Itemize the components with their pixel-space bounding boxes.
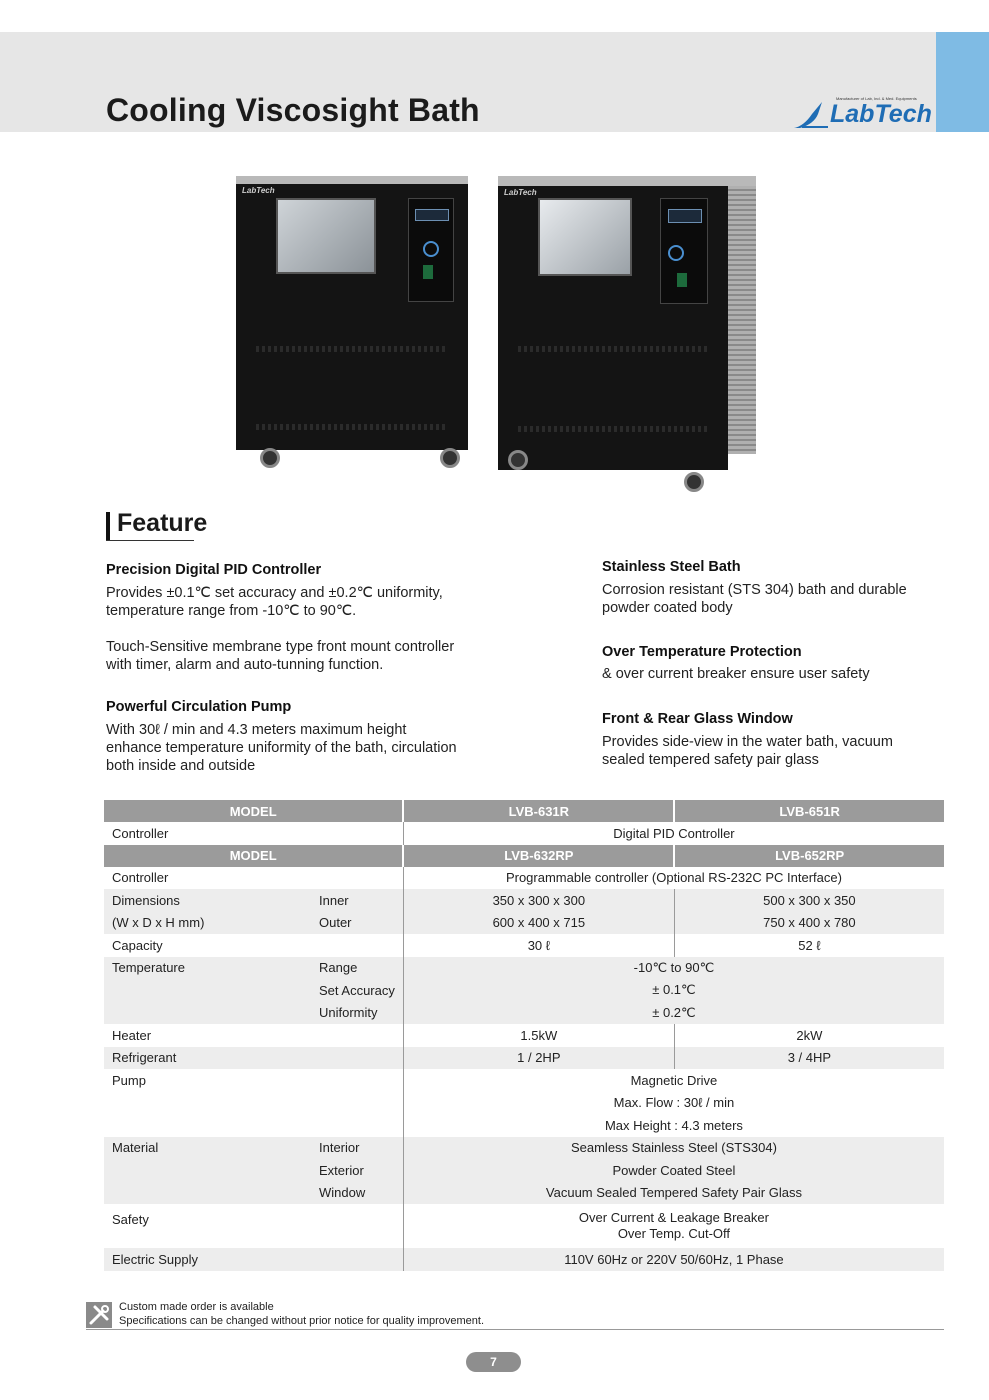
table-row <box>104 1069 944 1092</box>
row-label: Heater <box>104 1024 311 1047</box>
table-row <box>104 1182 944 1205</box>
row-sublabel: Range <box>311 957 403 980</box>
row-sublabel: Set Accuracy <box>311 979 403 1002</box>
table-row <box>104 1002 944 1025</box>
row-label: Controller <box>104 867 311 890</box>
row-value: Vacuum Sealed Tempered Safety Pair Glass <box>403 1182 944 1205</box>
power-switch-icon <box>677 273 687 287</box>
row-label: Material <box>104 1137 311 1160</box>
row-value: ± 0.2℃ <box>403 1002 944 1025</box>
caster-wheel-icon <box>508 450 528 470</box>
display-readout <box>415 209 449 221</box>
row-sublabel: Inner <box>311 889 403 912</box>
top-margin <box>0 0 989 32</box>
feature-text-steel: Corrosion resistant (STS 304) bath and durable powder coated body <box>602 582 907 616</box>
vent-grille <box>256 424 446 430</box>
row-value: Over Current & Leakage Breaker Over Temp. Cut-Off <box>403 1204 944 1248</box>
unit-top-panel <box>236 176 468 184</box>
row-value-b: 750 x 400 x 780 <box>674 912 944 935</box>
feature-heading-bar <box>106 512 110 540</box>
vent-grille <box>518 426 708 432</box>
header-model-b: LVB-652RP <box>674 845 944 867</box>
header-model-b: LVB-651R <box>674 800 944 822</box>
feature-title-steel: Stainless Steel Bath <box>602 559 741 575</box>
row-label: Controller <box>104 822 311 845</box>
spec-table <box>104 800 944 1271</box>
vent-grille <box>518 346 708 352</box>
row-value-b: 52 ℓ <box>674 934 944 957</box>
footer-divider <box>86 1329 944 1330</box>
feature-title-pump: Powerful Circulation Pump <box>106 699 292 715</box>
row-sublabel: Interior <box>311 1137 403 1160</box>
feature-title-overtemp: Over Temperature Protection <box>602 644 802 660</box>
row-value: ± 0.1℃ <box>403 979 944 1002</box>
caster-wheel-icon <box>684 472 704 492</box>
feature-text-pump: With 30ℓ / min and 4.3 meters maximum height enhance temperature uniformity of the bath, circulation both inside and outside <box>106 722 457 774</box>
row-value-b: 2kW <box>674 1024 944 1047</box>
control-panel <box>660 198 708 304</box>
header-model-label: MODEL <box>104 845 403 867</box>
feature-title-pid: Precision Digital PID Controller <box>106 562 322 578</box>
table-row <box>104 1137 944 1160</box>
table-header-row <box>104 845 944 867</box>
product-image-lvb-front <box>236 176 468 472</box>
row-value-a: 30 ℓ <box>403 934 674 957</box>
footer-note: Specifications can be changed without prior notice for quality improvement. <box>119 1315 485 1327</box>
front-glass-window <box>276 198 376 274</box>
row-value: Programmable controller (Optional RS-232C PC Interface) <box>403 867 944 890</box>
footer-note: Custom made order is available <box>119 1301 274 1313</box>
row-sublabel: Exterior <box>311 1159 403 1182</box>
page-number: 7 <box>466 1352 521 1372</box>
product-image-lvb-angle <box>498 176 758 494</box>
vent-grille <box>256 346 446 352</box>
control-panel <box>408 198 454 302</box>
display-readout <box>668 209 702 223</box>
control-knob-icon <box>423 241 439 257</box>
unit-brand-label: LabTech <box>504 188 537 197</box>
tools-icon <box>86 1302 112 1328</box>
feature-title-glass: Front & Rear Glass Window <box>602 711 793 727</box>
row-label: Dimensions <box>104 889 311 912</box>
row-value: Max. Flow : 30ℓ / min <box>403 1092 944 1115</box>
row-label: Safety <box>104 1204 311 1248</box>
row-label: Temperature <box>104 957 311 980</box>
row-value-b: 500 x 300 x 350 <box>674 889 944 912</box>
row-value: 110V 60Hz or 220V 50/60Hz, 1 Phase <box>403 1248 944 1271</box>
table-row <box>104 1047 944 1070</box>
feature-text-pid: Provides ±0.1℃ set accuracy and ±0.2℃ uniformity, temperature range from -10℃ to 90℃. <box>106 585 443 619</box>
table-row <box>104 934 944 957</box>
feature-text-touch: Touch-Sensitive membrane type front mount controller with timer, alarm and auto-tunning function. <box>106 639 455 673</box>
row-value-b: 3 / 4HP <box>674 1047 944 1070</box>
table-row <box>104 822 944 845</box>
row-value-a: 350 x 300 x 300 <box>403 889 674 912</box>
feature-heading-rule <box>106 540 194 541</box>
row-value: -10℃ to 90℃ <box>403 957 944 980</box>
feature-heading: Feature <box>117 509 208 537</box>
table-row <box>104 1248 944 1271</box>
table-row <box>104 1092 944 1115</box>
row-label: Pump <box>104 1069 311 1092</box>
table-row <box>104 889 944 912</box>
table-row <box>104 957 944 980</box>
caster-wheel-icon <box>440 448 460 468</box>
row-sublabel: Uniformity <box>311 1002 403 1025</box>
logo-swoosh-icon <box>792 100 832 130</box>
front-glass-window <box>538 198 632 276</box>
row-value-a: 1 / 2HP <box>403 1047 674 1070</box>
table-row <box>104 979 944 1002</box>
logo-text: LabTech <box>830 100 932 128</box>
row-sublabel: Outer <box>311 912 403 935</box>
table-row <box>104 1159 944 1182</box>
feature-text-glass: Provides side-view in the water bath, vacuum sealed tempered safety pair glass <box>602 734 893 768</box>
table-row <box>104 1204 944 1248</box>
header-model-a: LVB-631R <box>403 800 674 822</box>
unit-top-panel <box>498 176 756 186</box>
table-row <box>104 867 944 890</box>
row-label: Refrigerant <box>104 1047 311 1070</box>
row-value: Max Height : 4.3 meters <box>403 1114 944 1137</box>
row-value: Digital PID Controller <box>403 822 944 845</box>
row-value: Magnetic Drive <box>403 1069 944 1092</box>
table-header-row <box>104 800 944 822</box>
row-value-a: 600 x 400 x 715 <box>403 912 674 935</box>
brand-logo <box>792 94 932 134</box>
feature-text-overtemp: & over current breaker ensure user safety <box>602 666 870 682</box>
table-row <box>104 1024 944 1047</box>
power-switch-icon <box>423 265 433 279</box>
table-row <box>104 912 944 935</box>
row-sublabel: Window <box>311 1182 403 1205</box>
header-accent-block <box>936 32 989 132</box>
row-label: Electric Supply <box>104 1248 311 1271</box>
caster-wheel-icon <box>260 448 280 468</box>
unit-brand-label: LabTech <box>242 186 275 195</box>
row-label: Capacity <box>104 934 311 957</box>
row-value-a: 1.5kW <box>403 1024 674 1047</box>
control-knob-icon <box>668 245 684 261</box>
row-value: Seamless Stainless Steel (STS304) <box>403 1137 944 1160</box>
page-title: Cooling Viscosight Bath <box>106 92 480 128</box>
header-model-label: MODEL <box>104 800 403 822</box>
row-label: (W x D x H mm) <box>104 912 311 935</box>
unit-side-panel <box>728 186 756 454</box>
header-model-a: LVB-632RP <box>403 845 674 867</box>
row-value: Powder Coated Steel <box>403 1159 944 1182</box>
table-row <box>104 1114 944 1137</box>
logo-tagline: Manufacturer of Lab, Ind. & Med. Equipments <box>836 96 917 101</box>
